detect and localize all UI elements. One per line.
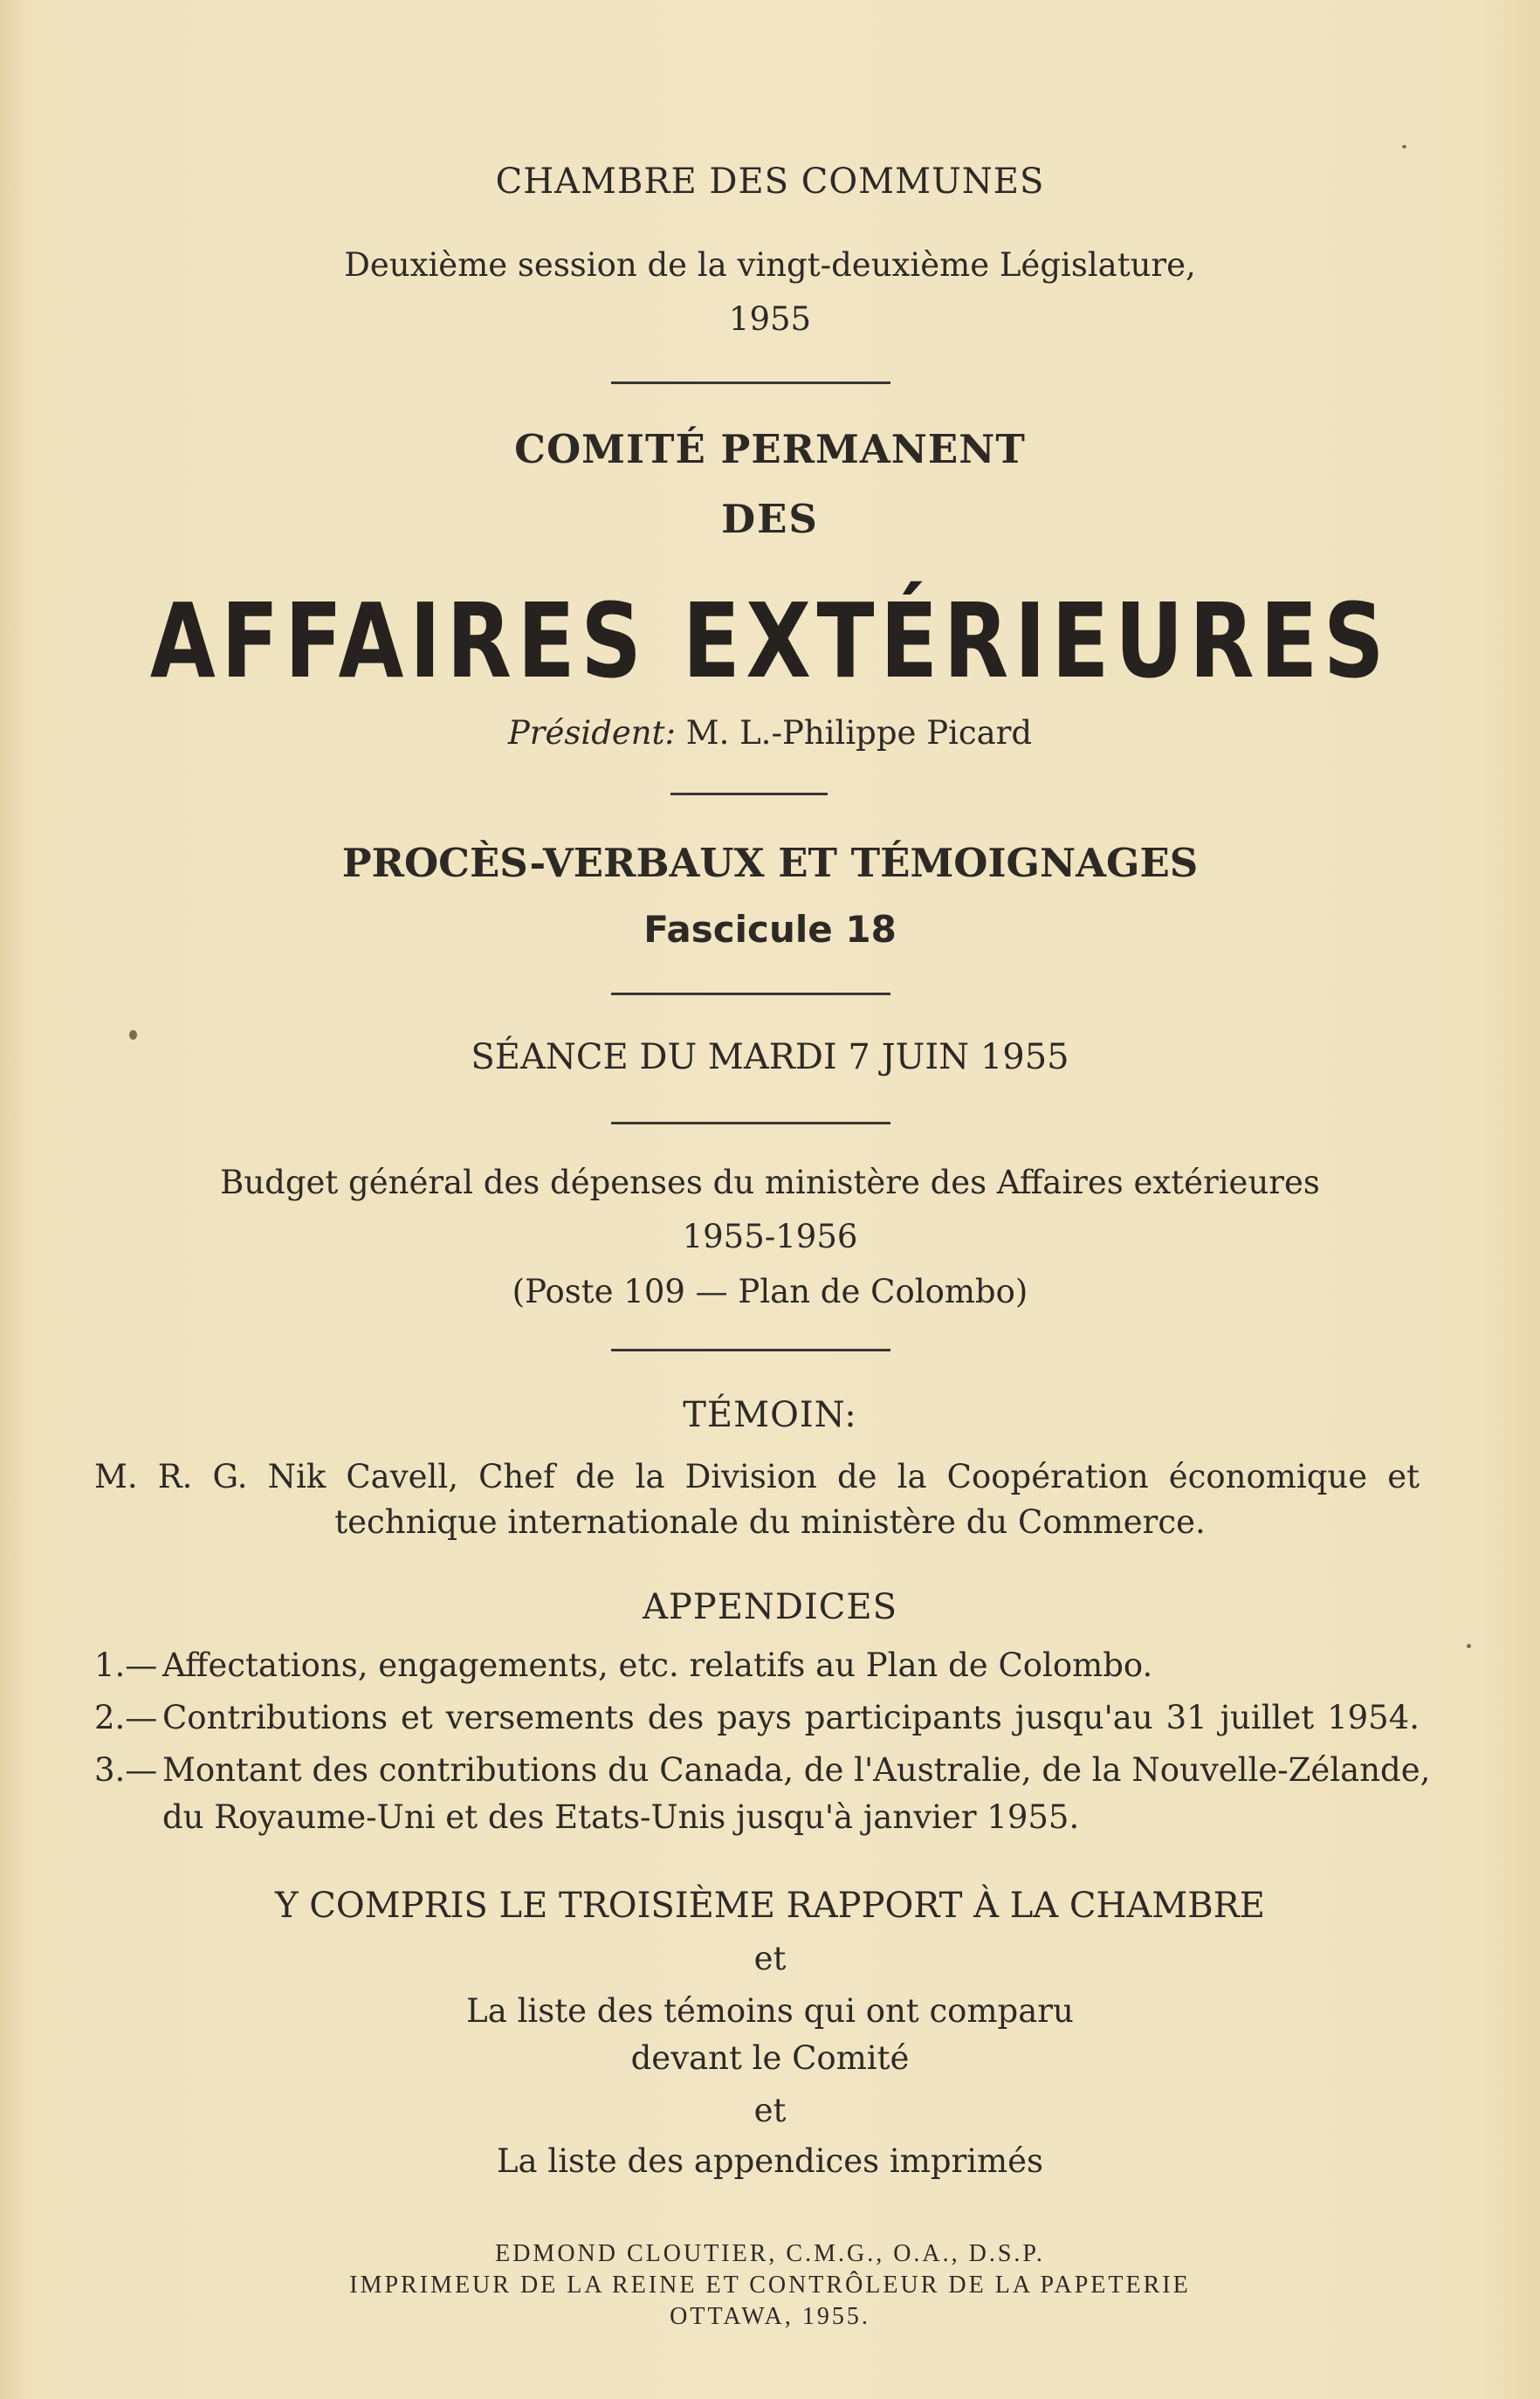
appendix-text: Montant des contributions du Canada, de l'Australie, de la Nouvelle-Zélande, [162, 1751, 1431, 1789]
appendices-heading: APPENDICES [643, 1587, 897, 1627]
conjunction-1: et [753, 1940, 787, 1977]
fascicule-number: Fascicule 18 [643, 908, 897, 951]
committee-line-2: DES [721, 496, 819, 542]
printer-name: EDMOND CLOUTIER, C.M.G., O.A., D.S.P. [495, 2240, 1045, 2267]
divider-rule-2 [670, 793, 828, 795]
witness-list-line-1: La liste des témoins qui ont comparu [466, 1992, 1074, 2030]
session-line: Deuxième session de la vingt-deuxième Législature, [344, 246, 1196, 284]
paper-speck [129, 1030, 137, 1040]
appendix-text: Contributions et versements des pays participants jusqu'au 31 juillet 1954. [162, 1699, 1420, 1736]
appendix-text: Affectations, engagements, etc. relatifs au Plan de Colombo. [162, 1646, 1153, 1684]
appendix-item-3-continuation: du Royaume-Uni et des Etats-Unis jusqu'à janvier 1955. [162, 1798, 1080, 1836]
paper-speck [1467, 1644, 1471, 1648]
budget-line-1: Budget général des dépenses du ministère des Affaires extérieures [220, 1164, 1320, 1201]
divider-rule-3 [611, 993, 890, 995]
chamber-name: CHAMBRE DES COMMUNES [495, 162, 1045, 202]
witness-heading: TÉMOIN: [683, 1395, 857, 1435]
witness-line-1: M. R. G. Nik Cavell, Chef de la Division de la Coopération économique et [94, 1458, 1420, 1495]
appendix-number: 1.— [94, 1646, 158, 1684]
divider-rule-4 [611, 1122, 890, 1124]
committee-line-1: COMITÉ PERMANENT [514, 426, 1026, 472]
divider-rule-1 [611, 382, 890, 384]
budget-years: 1955-1956 [682, 1218, 858, 1255]
report-inclusion: Y COMPRIS LE TROISIÈME RAPPORT À LA CHAMBRE [275, 1886, 1265, 1926]
budget-item: (Poste 109 — Plan de Colombo) [512, 1273, 1028, 1310]
committee-title: AFFAIRES EXTÉRIEURES [149, 581, 1391, 701]
paper-speck [1402, 145, 1406, 148]
president-role: Président: [507, 714, 676, 752]
printer-location: OTTAWA, 1955. [670, 2303, 870, 2330]
sitting-date: SÉANCE DU MARDI 7 JUIN 1955 [471, 1037, 1069, 1077]
session-year: 1955 [728, 300, 812, 338]
printer-title: IMPRIMEUR DE LA REINE ET CONTRÔLEUR DE LA PAPETERIE [349, 2272, 1191, 2299]
president-name: M. L.-Philippe Picard [685, 714, 1033, 752]
witness-list-line-2: devant le Comité [630, 2039, 910, 2077]
appendix-number: 2.— [94, 1699, 158, 1736]
president-line [0, 714, 1540, 752]
witness-line-2: technique internationale du ministère du Commerce. [334, 1503, 1206, 1541]
appendix-list-line: La liste des appendices imprimés [496, 2142, 1044, 2180]
appendix-number: 3.— [94, 1751, 158, 1789]
conjunction-2: et [753, 2092, 787, 2129]
proceedings-title: PROCÈS-VERBAUX ET TÉMOIGNAGES [341, 840, 1199, 886]
divider-rule-5 [611, 1349, 890, 1351]
